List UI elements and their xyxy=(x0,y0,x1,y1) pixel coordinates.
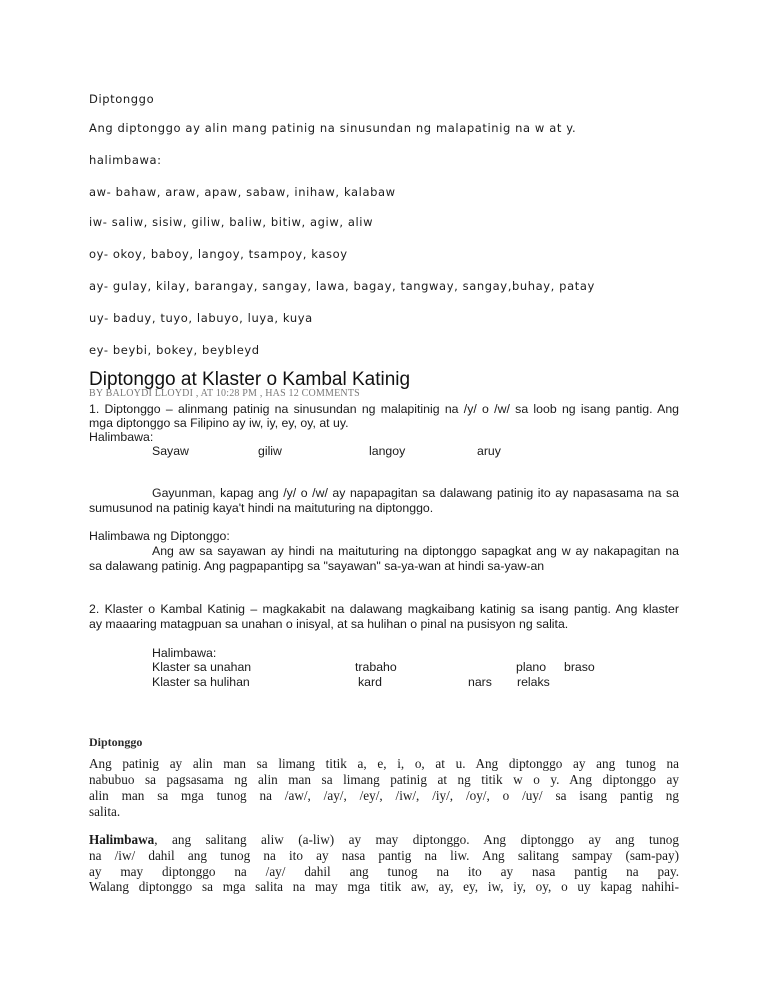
item2-line: 2. Klaster o Kambal Katinig – magkakabit na dalawang magkaibang katinig sa isang pantig. Ang klaster xyxy=(89,602,679,616)
p1-line: salita. xyxy=(89,804,121,819)
klaster-halimbawa-label: Halimbawa: xyxy=(152,646,217,660)
example-line: ey- beybi, bokey, beybleyd xyxy=(89,343,260,357)
klaster-word: plano xyxy=(516,660,547,674)
example-line: aw- bahaw, araw, apaw, sabaw, inihaw, kalabaw xyxy=(89,185,396,199)
ang-aw-line: Ang aw sa sayawan ay hindi na maituturing na diptonggo sapagkat ang w ay nakapagitan na xyxy=(152,544,679,558)
p2-first-line-rest: , ang salitang aliw (a-liw) ay may diptonggo. Ang diptonggo ay ang tunog xyxy=(154,832,679,847)
p1-line: nabubuo sa pagsasama ng alin man sa limang patinig at ng titik w o y. Ang diptonggo ay xyxy=(89,772,679,787)
ang-aw-line: sa dalawang patinig. Ang pagpapantipg sa "sayawan" sa-ya-wan at hindi sa-yaw-an xyxy=(89,559,545,573)
example-word: langoy xyxy=(369,444,406,458)
byline: BY BALOYDI LLOYDI , AT 10:28 PM , HAS 12 COMMENTS xyxy=(89,388,360,399)
p1-line: alin man sa mga tunog na /aw/, /ay/, /ey/, /iw/, /iy/, /oy/, o /uy/ sa isang pantig ng xyxy=(89,788,679,803)
item1-line: mga diptonggo sa Filipino ay iw, iy, ey, oy, at uy. xyxy=(89,416,349,430)
halimbawa-ng-label: Halimbawa ng Diptonggo: xyxy=(89,529,230,543)
example-word: Sayaw xyxy=(152,444,189,458)
example-line: ay- gulay, kilay, barangay, sangay, lawa, bagay, tangway, sangay,buhay, patay xyxy=(89,279,595,293)
example-line: uy- baduy, tuyo, labuyo, luya, kuya xyxy=(89,311,313,325)
item1-line: 1. Diptonggo – alinmang patinig na sinusundan ng malapitinig na /y/ o /w/ sa loob ng isang pantig. Ang xyxy=(89,402,679,416)
example-word: giliw xyxy=(258,444,282,458)
item2-line: ay maaaring matagpuan sa unahan o inisyal, at sa hulihan o pinal na pusisyon ng salita. xyxy=(89,617,569,631)
p1-line: Ang patinig ay alin man sa limang titik a, e, i, o, at u. Ang diptonggo ay ang tunog na xyxy=(89,756,679,771)
section1-example-label: halimbawa: xyxy=(89,153,162,167)
p2-first-line xyxy=(89,832,679,848)
gayunman-line: Gayunman, kapag ang /y/ o /w/ ay napapagitan sa dalawang patinig ito ay napasasama na sa xyxy=(152,486,679,500)
klaster-word: trabaho xyxy=(355,660,397,674)
p2-line: na /iw/ dahil ang tunog na ito ay nasa pantig na liw. Ang salitang sampay (sam-pay) xyxy=(89,848,679,863)
section1-definition: Ang diptonggo ay alin mang patinig na sinusundan ng malapatinig na w at y. xyxy=(89,121,577,135)
klaster-word: braso xyxy=(564,660,595,674)
section3-title: Diptonggo xyxy=(89,735,143,749)
p2-bold-word: Halimbawa xyxy=(89,832,155,847)
klaster-word: relaks xyxy=(517,675,550,689)
halimbawa-label: Halimbawa: xyxy=(89,430,154,444)
p2-line: ay may diptonggo na /ay/ dahil ang tunog na ito ay nasa pantig na pay. xyxy=(89,864,679,879)
example-line: iw- saliw, sisiw, giliw, baliw, bitiw, agiw, aliw xyxy=(89,215,374,229)
example-line: oy- okoy, baboy, langoy, tsampoy, kasoy xyxy=(89,247,348,261)
section1-title: Diptonggo xyxy=(89,92,155,106)
gayunman-line: sumusunod na patinig kaya't hindi na maituturing na diptonggo. xyxy=(89,501,434,515)
klaster-unahan-label: Klaster sa unahan xyxy=(152,660,252,674)
klaster-word: kard xyxy=(358,675,382,689)
klaster-hulihan-label: Klaster sa hulihan xyxy=(152,675,250,689)
p2-line: Walang diptonggo sa mga salita na may mga titik aw, ay, ey, iw, iy, oy, o uy kapag nahihi- xyxy=(89,879,679,894)
section2-title: Diptonggo at Klaster o Kambal Katinig xyxy=(89,369,411,390)
example-word: aruy xyxy=(477,444,501,458)
klaster-word: nars xyxy=(468,675,492,689)
